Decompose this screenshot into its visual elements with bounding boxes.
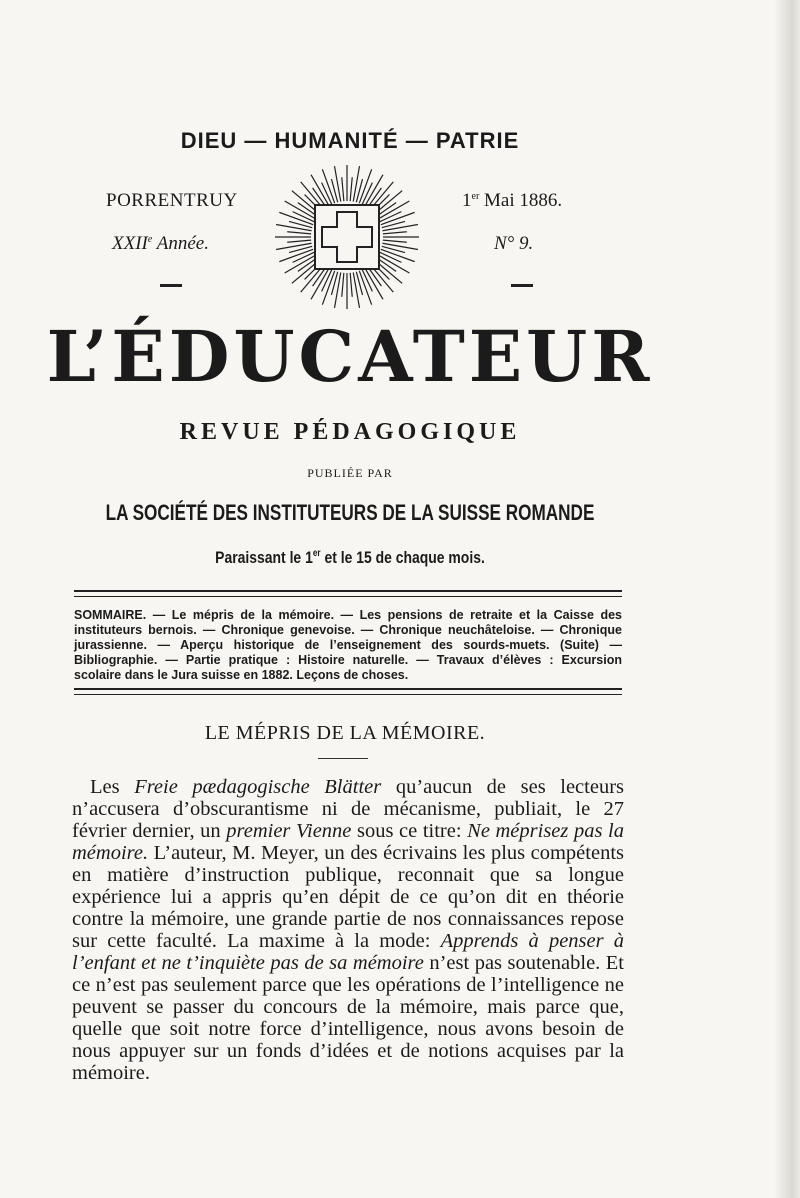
sunburst-ray <box>331 272 337 295</box>
publication-place: PORRENTRUY <box>106 190 238 211</box>
sunburst-ray <box>331 179 337 202</box>
sunburst-ray <box>382 246 405 252</box>
sunburst-ray <box>287 240 311 242</box>
publication-frequency: Paraissant le 1er et le 15 de chaque mois. <box>215 548 485 567</box>
published-by: PUBLIÉE PAR <box>307 466 393 480</box>
sunburst-ray <box>382 221 405 227</box>
sunburst-ray <box>382 243 417 249</box>
article-body <box>72 776 624 1084</box>
sunburst-ray <box>287 232 311 234</box>
sunburst-ray <box>356 272 362 295</box>
publication-year: XXIIe Année. <box>112 233 209 254</box>
sunburst-ray <box>382 224 417 230</box>
sunburst-ray <box>383 232 407 234</box>
swiss-cross-sunburst-icon <box>272 162 422 312</box>
journal-subtitle: REVUE PÉDAGOGIQUE <box>179 419 521 445</box>
rule-top <box>74 590 622 592</box>
heading-rule <box>318 758 368 759</box>
sunburst-ray <box>353 272 359 307</box>
rule-bottom <box>74 688 622 690</box>
sunburst-ray <box>383 240 407 242</box>
society-name: LA SOCIÉTÉ DES INSTITUTEURS DE LA SUISSE ROMANDE <box>105 500 595 525</box>
sunburst-ray <box>350 273 352 297</box>
sunburst-ray <box>350 177 352 201</box>
masthead-motto: DIEU — HUMANITÉ — PATRIE <box>180 128 520 153</box>
issue-number: N° 9. <box>494 233 534 254</box>
divider-dash <box>511 284 533 287</box>
article-paragraph: Les Freie pædagogische Blätter qu’aucun de ses lecteurs n’accusera d’obscurantisme ni de mécanisme, publiait, le 27 février dernier, un premier Vienne sous ce titre: Ne méprisez pas la mémoire. L’auteur, M. Meyer, un des écrivains les plus compétents en matière d’instruction publique, reconnait que sa longue expérience lui a appris qu’en dépit de ce qu’on dit en théorie contre la mémoire, une grande partie de nos connaissances repose sur cette faculté. La maxime à la mode: Apprends à penser à l’enfant et ne t’inquiète pas de sa mémoire n’est pas soutenable. Et ce n’est pas seulement parce que les opérations de l’intelligence ne peuvent se passer du concours de la mémoire, mais parce que, quelle que soit notre force d’intelligence, nous avons besoin de nous appuyer sur un fonds d’idées et de notions acquises par la mémoire. <box>72 776 624 1084</box>
publication-date: 1er Mai 1886. <box>462 190 563 211</box>
table-of-contents <box>74 608 622 683</box>
page-edge-shadow <box>774 0 800 1198</box>
sunburst-ray <box>342 273 344 297</box>
article-heading: LE MÉPRIS DE LA MÉMOIRE. <box>204 722 486 744</box>
sunburst-ray <box>334 272 340 307</box>
sunburst-ray <box>289 246 312 252</box>
sunburst-ray <box>334 166 340 201</box>
sunburst-ray <box>276 243 311 249</box>
sunburst-ray <box>276 224 311 230</box>
sunburst-ray <box>356 179 362 202</box>
divider-dash <box>160 284 182 287</box>
rule-top-thin <box>74 596 622 597</box>
sunburst-ray <box>289 221 312 227</box>
journal-title: L’ÉDUCATEUR <box>46 315 654 398</box>
sommaire-label: SOMMAIRE. <box>74 608 147 622</box>
rule-bottom-thin <box>74 694 622 695</box>
sunburst-ray <box>342 177 344 201</box>
sommaire-text: — Le mépris de la mémoire. — Les pensions de retraite et la Caisse des instituteurs bernois. — Chronique genevoise. — Chronique neuchâteloise. — Chronique jurassienne. — Aperçu historique de l’enseignement des sourds-muets. (Suite) — Bibliographie. — Partie pratique : Histoire naturelle. — Travaux d’élèves : Excursion scolaire dans le Jura suisse en 1882. Leçons de choses. <box>74 608 622 682</box>
sunburst-ray <box>353 166 359 201</box>
